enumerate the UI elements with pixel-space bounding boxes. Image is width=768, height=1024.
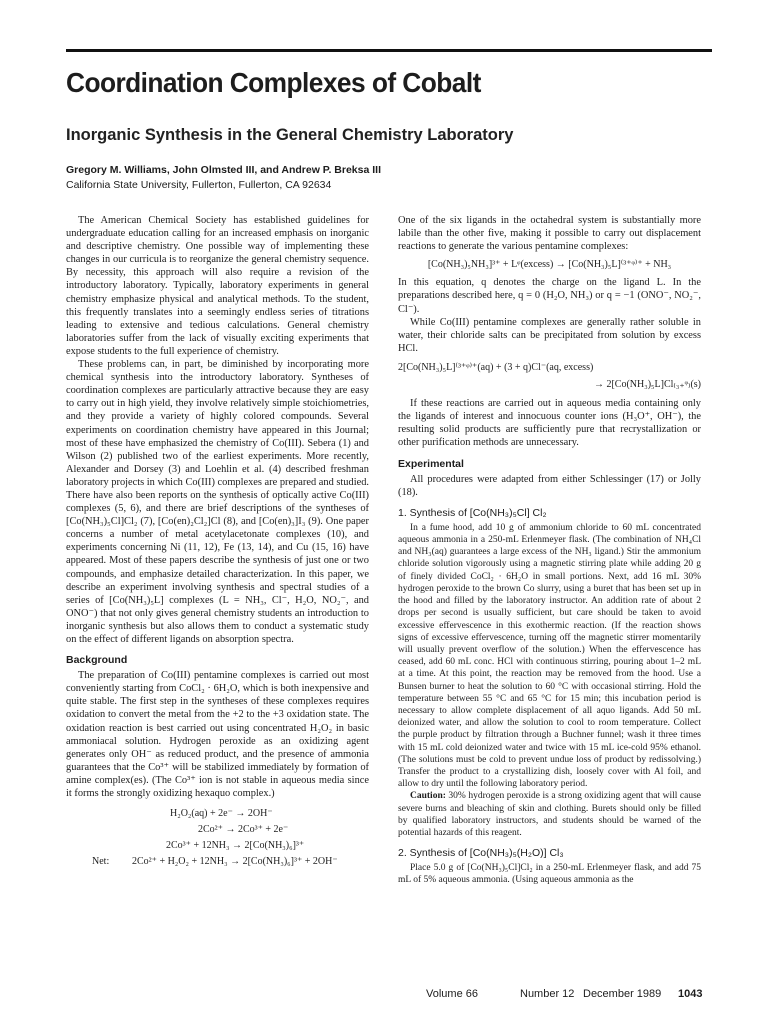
equation-net: [66, 854, 369, 870]
charge-paragraph: In this equation, q denotes the charge on the ligand L. In the preparations described here, q = 0 (H₂O, NH₃) or q = −1 (ONO⁻, NO₂⁻, Cl⁻).: [398, 277, 701, 315]
equation-1: H₂O₂(aq) + 2e⁻ → 2OH⁻: [170, 808, 273, 820]
caution-label: Caution:: [410, 791, 446, 802]
net-label: Net:: [92, 856, 110, 868]
displacement-equation: [Co(NH₃)₅NH₃]³⁺ + Lᵠ(excess) → [Co(NH₃)₅L]⁽³⁺ᵠ⁾⁺ + NH₃: [427, 259, 672, 271]
purity-paragraph: If these reactions are carried out in aqueous media containing only the ligands of interest and innocuous counter ions (H₃O⁺, OH⁻), the resulting solid products are sufficiently pure that recrystallization or other purification methods are unnecessary.: [398, 398, 701, 449]
synthesis-1-heading: 1. Synthesis of [Co(NH₃)₅Cl] Cl₂: [398, 506, 547, 519]
oxidation-equations: [66, 806, 369, 870]
caution-text: 30% hydrogen peroxide is a strong oxidizing agent that will cause severe burns and bleaching of skin and clothing. Burets should only be filled by qualified laboratory instructors, and students should be warned of the potential hazards of this reagent.: [398, 791, 701, 838]
article-title: Coordination Complexes of Cobalt: [66, 67, 481, 98]
precipitation-equation-a: 2[Co(NH₃)₅L]⁽³⁺ᵠ⁾⁺(aq) + (3 + q)Cl⁻(aq, excess): [398, 361, 594, 373]
footer-page-number: 1043: [678, 988, 703, 1000]
top-rule: [66, 49, 712, 52]
labile-paragraph: One of the six ligands in the octahedral system is substantially more labile than the other five, making it possible to carry out displacement reactions to generate the various pentamine complexes:: [398, 215, 701, 253]
footer-number: Number 12: [520, 988, 575, 1000]
right-column: [398, 214, 701, 887]
equation-4: 2Co²⁺ + H₂O₂ + 12NH₃ → 2[Co(NH₃)₆]³⁺ + 2OH⁻: [132, 856, 338, 868]
intro-paragraph: The American Chemical Society has established guidelines for undergraduate education calling for an increased emphasis on inorganic and descriptive chemistry. One possible way of implementing these changes in our curricula is to reorganize the general chemistry sequence. By necessity, this approach will also require a revision of the introductory laboratory. Typically, laboratory experiments in general chemistry emphasize physical and analytical methods. To the student, this frequently translates into a seemingly endless series of titrations leading to extensive and tedious calculations. General chemistry laboratories suffer from the lack of visually exciting experiments that expose students to the full experience of chemistry.: [66, 215, 369, 357]
background-paragraph: The preparation of Co(III) pentamine complexes is carried out most conveniently starting from CoCl₂ · 6H₂O, which is both inexpensive and quite stable. The first step in the syntheses of these complexes requires oxidation to convert the metal from the +2 to the +3 oxidation state. The oxidation reaction is best carried out using concentrated H₂O₂ in basic ammoniacal solution. Hydrogen peroxide as an oxidizing agent generates only OH⁻ as reduced product, and the presence of ammonia guarantees that the Co³⁺ will be stabilized immediately by formation of amine complex(es). (The Co³⁺ ion is not stable in aqueous media since it forms the strongly oxidizing hexaquo complex.): [66, 670, 369, 800]
footer-date: December 1989: [583, 988, 662, 1000]
affiliation: California State University, Fullerton, Fullerton, CA 92634: [66, 179, 332, 191]
background-heading: Background: [66, 654, 128, 667]
left-column: [66, 214, 369, 870]
procedures-paragraph: All procedures were adapted from either Schlessinger (17) or Jolly (18).: [398, 473, 701, 498]
authors: Gregory M. Williams, John Olmsted III, and Andrew P. Breksa III: [66, 164, 381, 176]
problems-paragraph: These problems can, in part, be diminished by incorporating more chemical synthesis into the introductory laboratory. Syntheses of coordination complexes are particularly attractive because they are easy to carry out in high yield, they involve relatively simple stoichiometries, and they provide a variety of highly colored compounds. Several experiments on coordination chemistry have appeared in this Journal; most of these have emphasized the chemistry of Co(III). Sebera (1) and Wilson (2) published two of the earliest experiments. More recently, Alexander and Dorsey (3) and Loehlin et al. (4) described freshman laboratory projects in which Co(III) complexes are prepared and studied. There have also been reports on the synthesis of optically active Co(III) complexes (5, 6), and there are brief descriptions of the syntheses of [Co(NH₃)₅Cl]Cl₂ (7), [Co(en)₂Cl₂]Cl (8), and [Co(en)₃]I₃ (9). One paper concerns a number of metal acetylacetonate complexes (10), and experiments concerning Ni (11, 12), Fe (13, 14), and Cu (15, 16) have appeared. Most of these papers describe the synthesis of just one or two compounds, and emphasize detailed characterization. In this paper, we describe an experiment involving synthesis and spectral studies of a series of [Co(NH₃)₅L] complexes (L = NH₃, Cl⁻, H₂O, NO₂⁻, and ONO⁻) that not only gives general chemistry students an introduction to inorganic synthesis but also allows them to conduct a systematic study on the effect of different ligands on absorption spectra.: [66, 359, 369, 645]
precipitation-equation-b: → 2[Co(NH₃)₅L]Cl₍₃₊ᵠ₎(s): [593, 379, 701, 391]
experimental-heading: Experimental: [398, 457, 464, 470]
synthesis-1-paragraph: In a fume hood, add 10 g of ammonium chloride to 60 mL concentrated aqueous ammonia in a 250-mL Erlenmeyer flask. (The combination of NH₄Cl and NH₃(aq) guarantees a large excess of the NH₃ ligand.) Stir the ammonium chloride solution vigorously using a magnetic stirring plate while adding 20 g of finely divided CoCl₂ · 6H₂O in small portions. Next, add 16 mL 30% hydrogen peroxide to the brown Co slurry, using a buret that has been set up in the hood and filled by the laboratory instructor. An addition rate of about 2 drops per second is usually sufficient, but care should be taken to avoid excessive effervescence in this exothermic reaction. (If the reaction shows signs of excessive effervescence, turning off the magnetic stirrer momentarily will usually prevent overflow of the solution.) When the effervescence has ceased, add 60 mL conc. HCl with continuous stirring, pouring about 1–2 mL at a time. At this point, the reaction may be removed from the hood. Use a Bunsen burner to heat the solution to 60 °C with occasional stirring. Hold the temperature between 55 °C and 65 °C for 15 min; this incubation period is necessary to allow complete displacement of all aquo ligands. Add 50 mL deionized water, and allow the solution to cool to room temperature. Collect the purple product by filtration through a Buchner funnel; wash it three times with 15 mL cold deionized water and twice with 15 mL ice-cold 95% ethanol. (The solutions must be cold to prevent undue loss of product by redissolving.) Transfer the product to a crystallizing dish, loosely cover with Al foil, and allow to dry until the following laboratory period.: [398, 522, 701, 790]
equation-3: 2Co³⁺ + 12NH₃ → 2[Co(NH₃)₆]³⁺: [166, 840, 305, 852]
footer-volume: Volume 66: [426, 988, 478, 1000]
solubility-paragraph: While Co(III) pentamine complexes are generally rather soluble in water, their chloride salts can be precipitated from solution by excess HCl.: [398, 316, 701, 354]
synthesis-2-paragraph: Place 5.0 g of [Co(NH₃)₅Cl]Cl₂ in a 250-mL Erlenmeyer flask, and add 75 mL of 5% aqueous ammonia. (Using aqueous ammonia as the: [398, 863, 701, 886]
synthesis-2-heading: 2. Synthesis of [Co(NH₃)₅(H₂O)] Cl₃: [398, 847, 564, 860]
equation-2: 2Co²⁺ → 2Co³⁺ + 2e⁻: [198, 824, 289, 836]
caution-paragraph: [398, 790, 701, 839]
article-subtitle: Inorganic Synthesis in the General Chemistry Laboratory: [66, 126, 514, 144]
